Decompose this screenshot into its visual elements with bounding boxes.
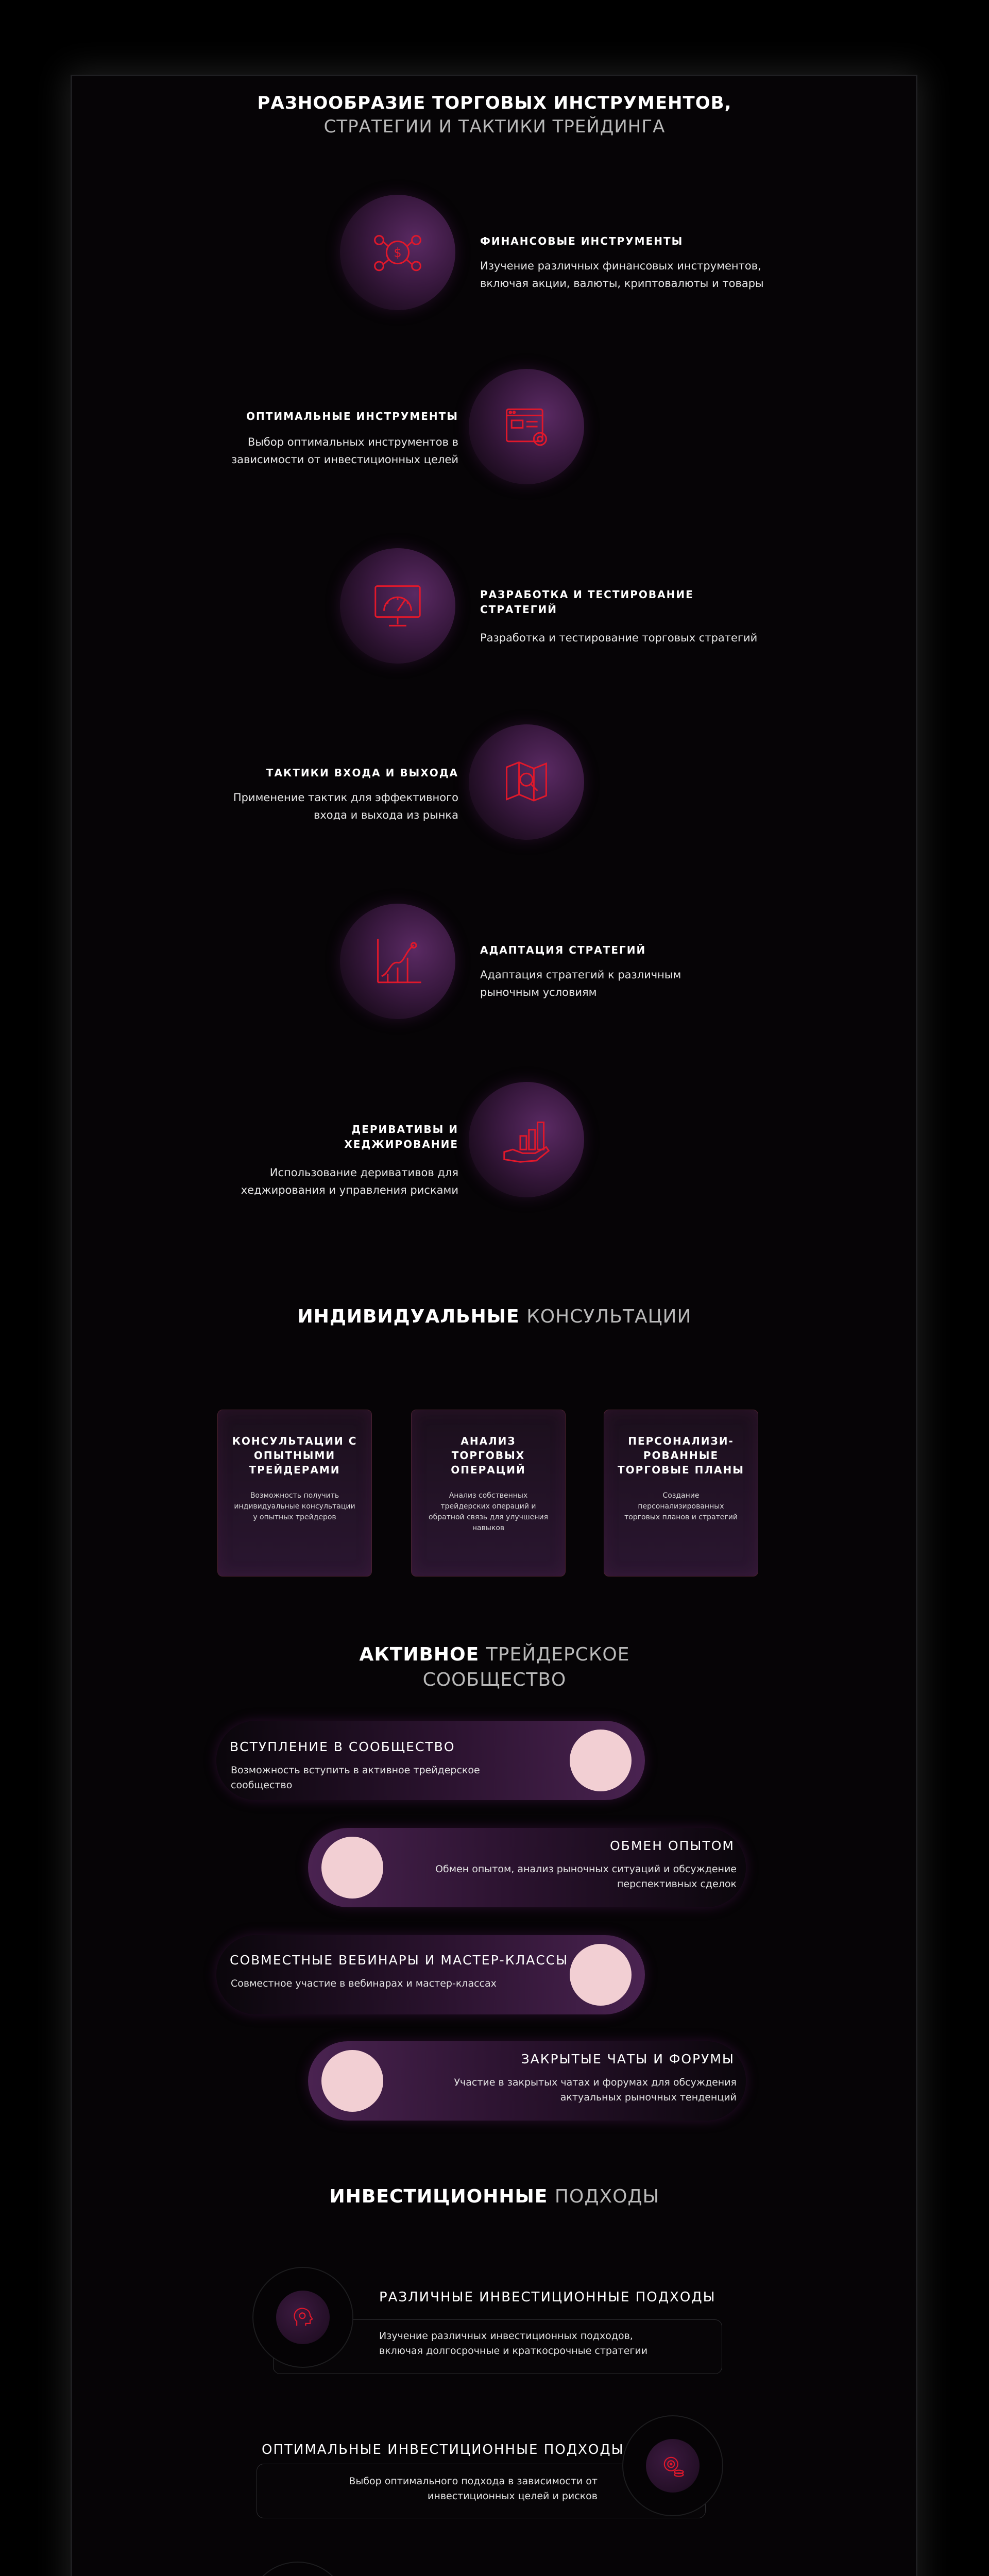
community-title: СОВМЕСТНЫЕ ВЕБИНАРЫ И МАСТЕР-КЛАССЫ <box>230 1953 569 1968</box>
svg-text:$: $ <box>394 245 402 260</box>
consult-card-title: ПЕРСОНАЛИЗИ-РОВАННЫЕ ТОРГОВЫЕ ПЛАНЫ <box>618 1435 744 1476</box>
toggle-knob <box>321 2050 383 2112</box>
community-desc: Возможность вступить в активное трейдерское сообщество <box>231 1765 480 1791</box>
community-heading-grey: ТРЕЙДЕРСКОЕ <box>486 1644 630 1665</box>
community-desc: Совместное участие в вебинарах и мастер-классах <box>231 1978 497 1989</box>
finance-icon <box>340 195 455 310</box>
instrument-desc: Применение тактик для эффективного входа и выхода из рынка <box>233 791 458 821</box>
instruments-heading-line1: РАЗНООБРАЗИЕ ТОРГОВЫХ ИНСТРУМЕНТОВ, <box>257 93 732 113</box>
instrument-desc: Использование деривативов для хеджирования и управления рисками <box>241 1166 458 1196</box>
consult-card-title: АНАЛИЗ ТОРГОВЫХ ОПЕРАЦИЙ <box>451 1435 526 1476</box>
invest-title: ОПТИМАЛЬНЫЕ ИНВЕСТИЦИОННЫЕ ПОДХОДЫ <box>262 2442 624 2458</box>
invest-title: РАЗЛИЧНЫЕ ИНВЕСТИЦИОННЫЕ ПОДХОДЫ <box>379 2290 716 2305</box>
community-pill <box>216 1935 645 2014</box>
instrument-title: ТАКТИКИ ВХОДА И ВЫХОДА <box>266 767 458 779</box>
hand-bars-icon <box>469 1082 584 1197</box>
community-desc: Обмен опытом, анализ рыночных ситуаций и обсуждение перспективных сделок <box>435 1863 737 1890</box>
invest-icon-ring <box>622 2415 723 2516</box>
consult-card <box>411 1410 566 1577</box>
instrument-title: ДЕРИВАТИВЫ И ХЕДЖИРОВАНИЕ <box>344 1123 458 1150</box>
toggle-knob <box>321 1837 383 1899</box>
invest-heading-white: ИНВЕСТИЦИОННЫЕ <box>329 2186 548 2207</box>
head-gears-icon <box>276 2291 330 2344</box>
community-title: ЗАКРЫТЫЕ ЧАТЫ И ФОРУМЫ <box>521 2052 735 2066</box>
consult-heading-white: ИНДИВИДУАЛЬНЫЕ <box>297 1306 520 1327</box>
invest-desc: Изучение различных инвестиционных подходов, включая долгосрочные и краткосрочные стратегии <box>379 2330 648 2357</box>
consult-card-desc: Анализ собственных трейдерских операций и обратной связь для улучшения навыков <box>429 1492 548 1532</box>
community-heading <box>0 1642 989 1692</box>
target-coins-icon <box>646 2439 700 2493</box>
invest-heading <box>0 2184 989 2210</box>
community-heading-white: АКТИВНОЕ <box>359 1644 480 1665</box>
map-pin-icon <box>469 724 584 840</box>
instrument-title: РАЗРАБОТКА И ТЕСТИРОВАНИЕ СТРАТЕГИЙ <box>480 588 694 616</box>
instrument-desc: Адаптация стратегий к различным рыночным условиям <box>480 969 681 998</box>
growth-chart-icon <box>340 904 455 1019</box>
instrument-desc: Изучение различных финансовых инструментов, включая акции, валюты, криптовалюты и товары <box>480 260 764 290</box>
invest-desc: Выбор оптимального подхода в зависимости от инвестиционных целей и рисков <box>349 2476 598 2502</box>
toggle-knob <box>570 1944 632 2006</box>
instrument-title: ОПТИМАЛЬНЫЕ ИНСТРУМЕНТЫ <box>246 410 458 422</box>
instrument-desc: Выбор оптимальных инструментов в зависимости от инвестиционных целей <box>231 436 458 466</box>
consult-card-desc: Возможность получить индивидуальные консультации у опытных трейдеров <box>234 1492 355 1521</box>
instrument-title: АДАПТАЦИЯ СТРАТЕГИЙ <box>480 944 646 956</box>
community-desc: Участие в закрытых чатах и форумах для обсуждения актуальных рыночных тенденций <box>454 2077 737 2104</box>
consult-card <box>604 1410 758 1577</box>
gauge-monitor-icon <box>340 548 455 664</box>
instrument-title: ФИНАНСОВЫЕ ИНСТРУМЕНТЫ <box>480 235 684 247</box>
browser-config-icon <box>469 369 584 484</box>
community-heading-grey2: СООБЩЕСТВО <box>422 1669 567 1690</box>
community-title: ОБМЕН ОПЫТОМ <box>610 1838 735 1853</box>
consult-card <box>217 1410 372 1577</box>
instruments-heading-line2: СТРАТЕГИИ И ТАКТИКИ ТРЕЙДИНГА <box>323 116 666 137</box>
toggle-knob <box>570 1730 632 1791</box>
consult-card-desc: Создание персонализированных торговых планов и стратегий <box>624 1492 738 1521</box>
instruments-heading <box>0 92 989 139</box>
invest-icon-ring <box>252 2267 353 2368</box>
consult-heading <box>0 1304 989 1330</box>
consult-heading-grey: КОНСУЛЬТАЦИИ <box>526 1306 692 1327</box>
invest-heading-grey: ПОДХОДЫ <box>554 2186 660 2207</box>
community-title: ВСТУПЛЕНИЕ В СООБЩЕСТВО <box>230 1739 455 1754</box>
consult-card-title: КОНСУЛЬТАЦИИ С ОПЫТНЫМИ ТРЕЙДЕРАМИ <box>232 1435 357 1476</box>
instrument-desc: Разработка и тестирование торговых стратегий <box>480 632 758 644</box>
